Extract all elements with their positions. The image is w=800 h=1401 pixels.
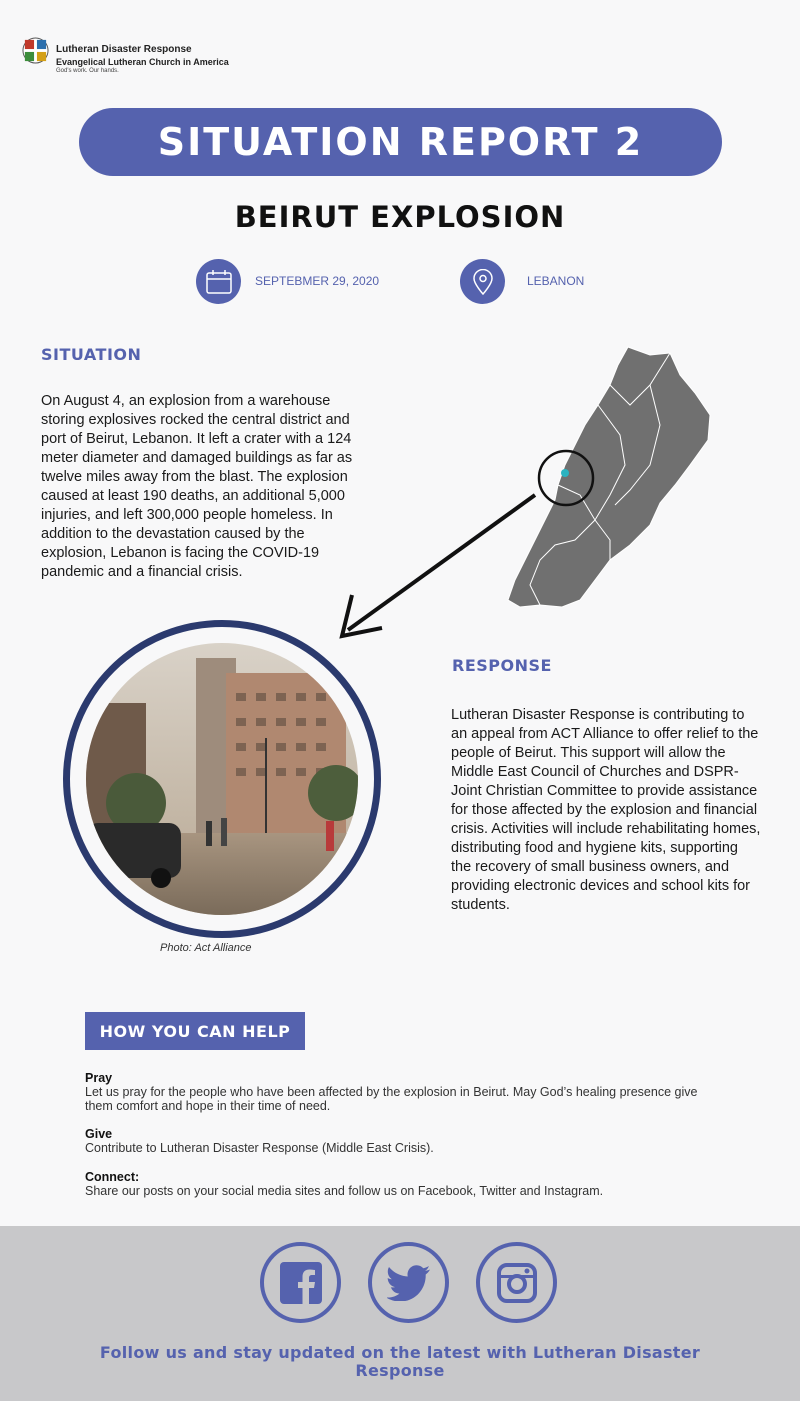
- help-pray: [85, 1071, 705, 1113]
- help-pray-text: Let us pray for the people who have been affected by the explosion in Beirut. May God’s healing presence give them comfort and hope in their time of need.: [85, 1085, 698, 1113]
- situation-heading: SITUATION: [41, 345, 142, 364]
- help-heading-box: [85, 1012, 305, 1050]
- pointer-arrow: [330, 480, 560, 650]
- org-name: Lutheran Disaster Response: [56, 44, 192, 55]
- help-heading: HOW YOU CAN HELP: [99, 1021, 291, 1041]
- calendar-icon: [196, 259, 241, 304]
- report-title-banner: [79, 108, 722, 176]
- org-tagline: God's work. Our hands.: [56, 68, 119, 74]
- help-connect-text: Share our posts on your social media sites and follow us on Facebook, Twitter and Instagram.: [85, 1184, 604, 1198]
- follow-text: Follow us and stay updated on the latest with Lutheran Disaster Response: [99, 1343, 701, 1380]
- twitter-icon[interactable]: [368, 1242, 449, 1323]
- report-subtitle: BEIRUT EXPLOSION: [234, 200, 566, 234]
- beirut-photo: [86, 643, 358, 915]
- response-text: Lutheran Disaster Response is contributing to an appeal from ACT Alliance to offer relief to the people of Beirut. This support will allow the Middle East Council of Churches and DSPR-Joint Christian Committee to provide assistance for those affected by the explosion and financial crisis. Activities will include rehabilitating homes, distributing food and hygiene kits, supporting the recovery of small business owners, and providing electronic devices and school kits for students.: [451, 707, 761, 913]
- help-connect: [85, 1170, 705, 1198]
- photo-caption: Photo: Act Alliance: [160, 942, 252, 954]
- org-subtitle: Evangelical Lutheran Church in America: [56, 57, 229, 67]
- report-location: LEBANON: [527, 274, 585, 288]
- facebook-icon[interactable]: [260, 1242, 341, 1323]
- elca-logo-icon: [22, 37, 49, 64]
- report-date: SEPTEBMER 29, 2020: [255, 274, 380, 288]
- situation-text: On August 4, an explosion from a warehouse storing explosives rocked the central district and port of Beirut, Lebanon. It left a crater with a 124 meter diameter and damaged buildings as far as twelve miles away from the blast. The explosion caused at least 190 deaths, an additional 5,000 injuries, and left 300,000 people homeless. In addition to the devastation caused by the explosion, Lebanon is facing the COVID-19 pandemic and a financial crisis.: [41, 393, 353, 580]
- location-pin-icon: [460, 259, 505, 304]
- report-title: SITUATION REPORT 2: [157, 120, 644, 164]
- instagram-icon[interactable]: [476, 1242, 557, 1323]
- help-connect-label: Connect:: [85, 1170, 140, 1184]
- help-give-text: Contribute to Lutheran Disaster Response (Middle East Crisis).: [85, 1141, 434, 1155]
- beirut-marker: [561, 469, 569, 477]
- help-give: [85, 1127, 705, 1155]
- help-pray-label: Pray: [85, 1071, 113, 1085]
- help-give-label: Give: [85, 1127, 113, 1141]
- response-heading: RESPONSE: [452, 656, 552, 675]
